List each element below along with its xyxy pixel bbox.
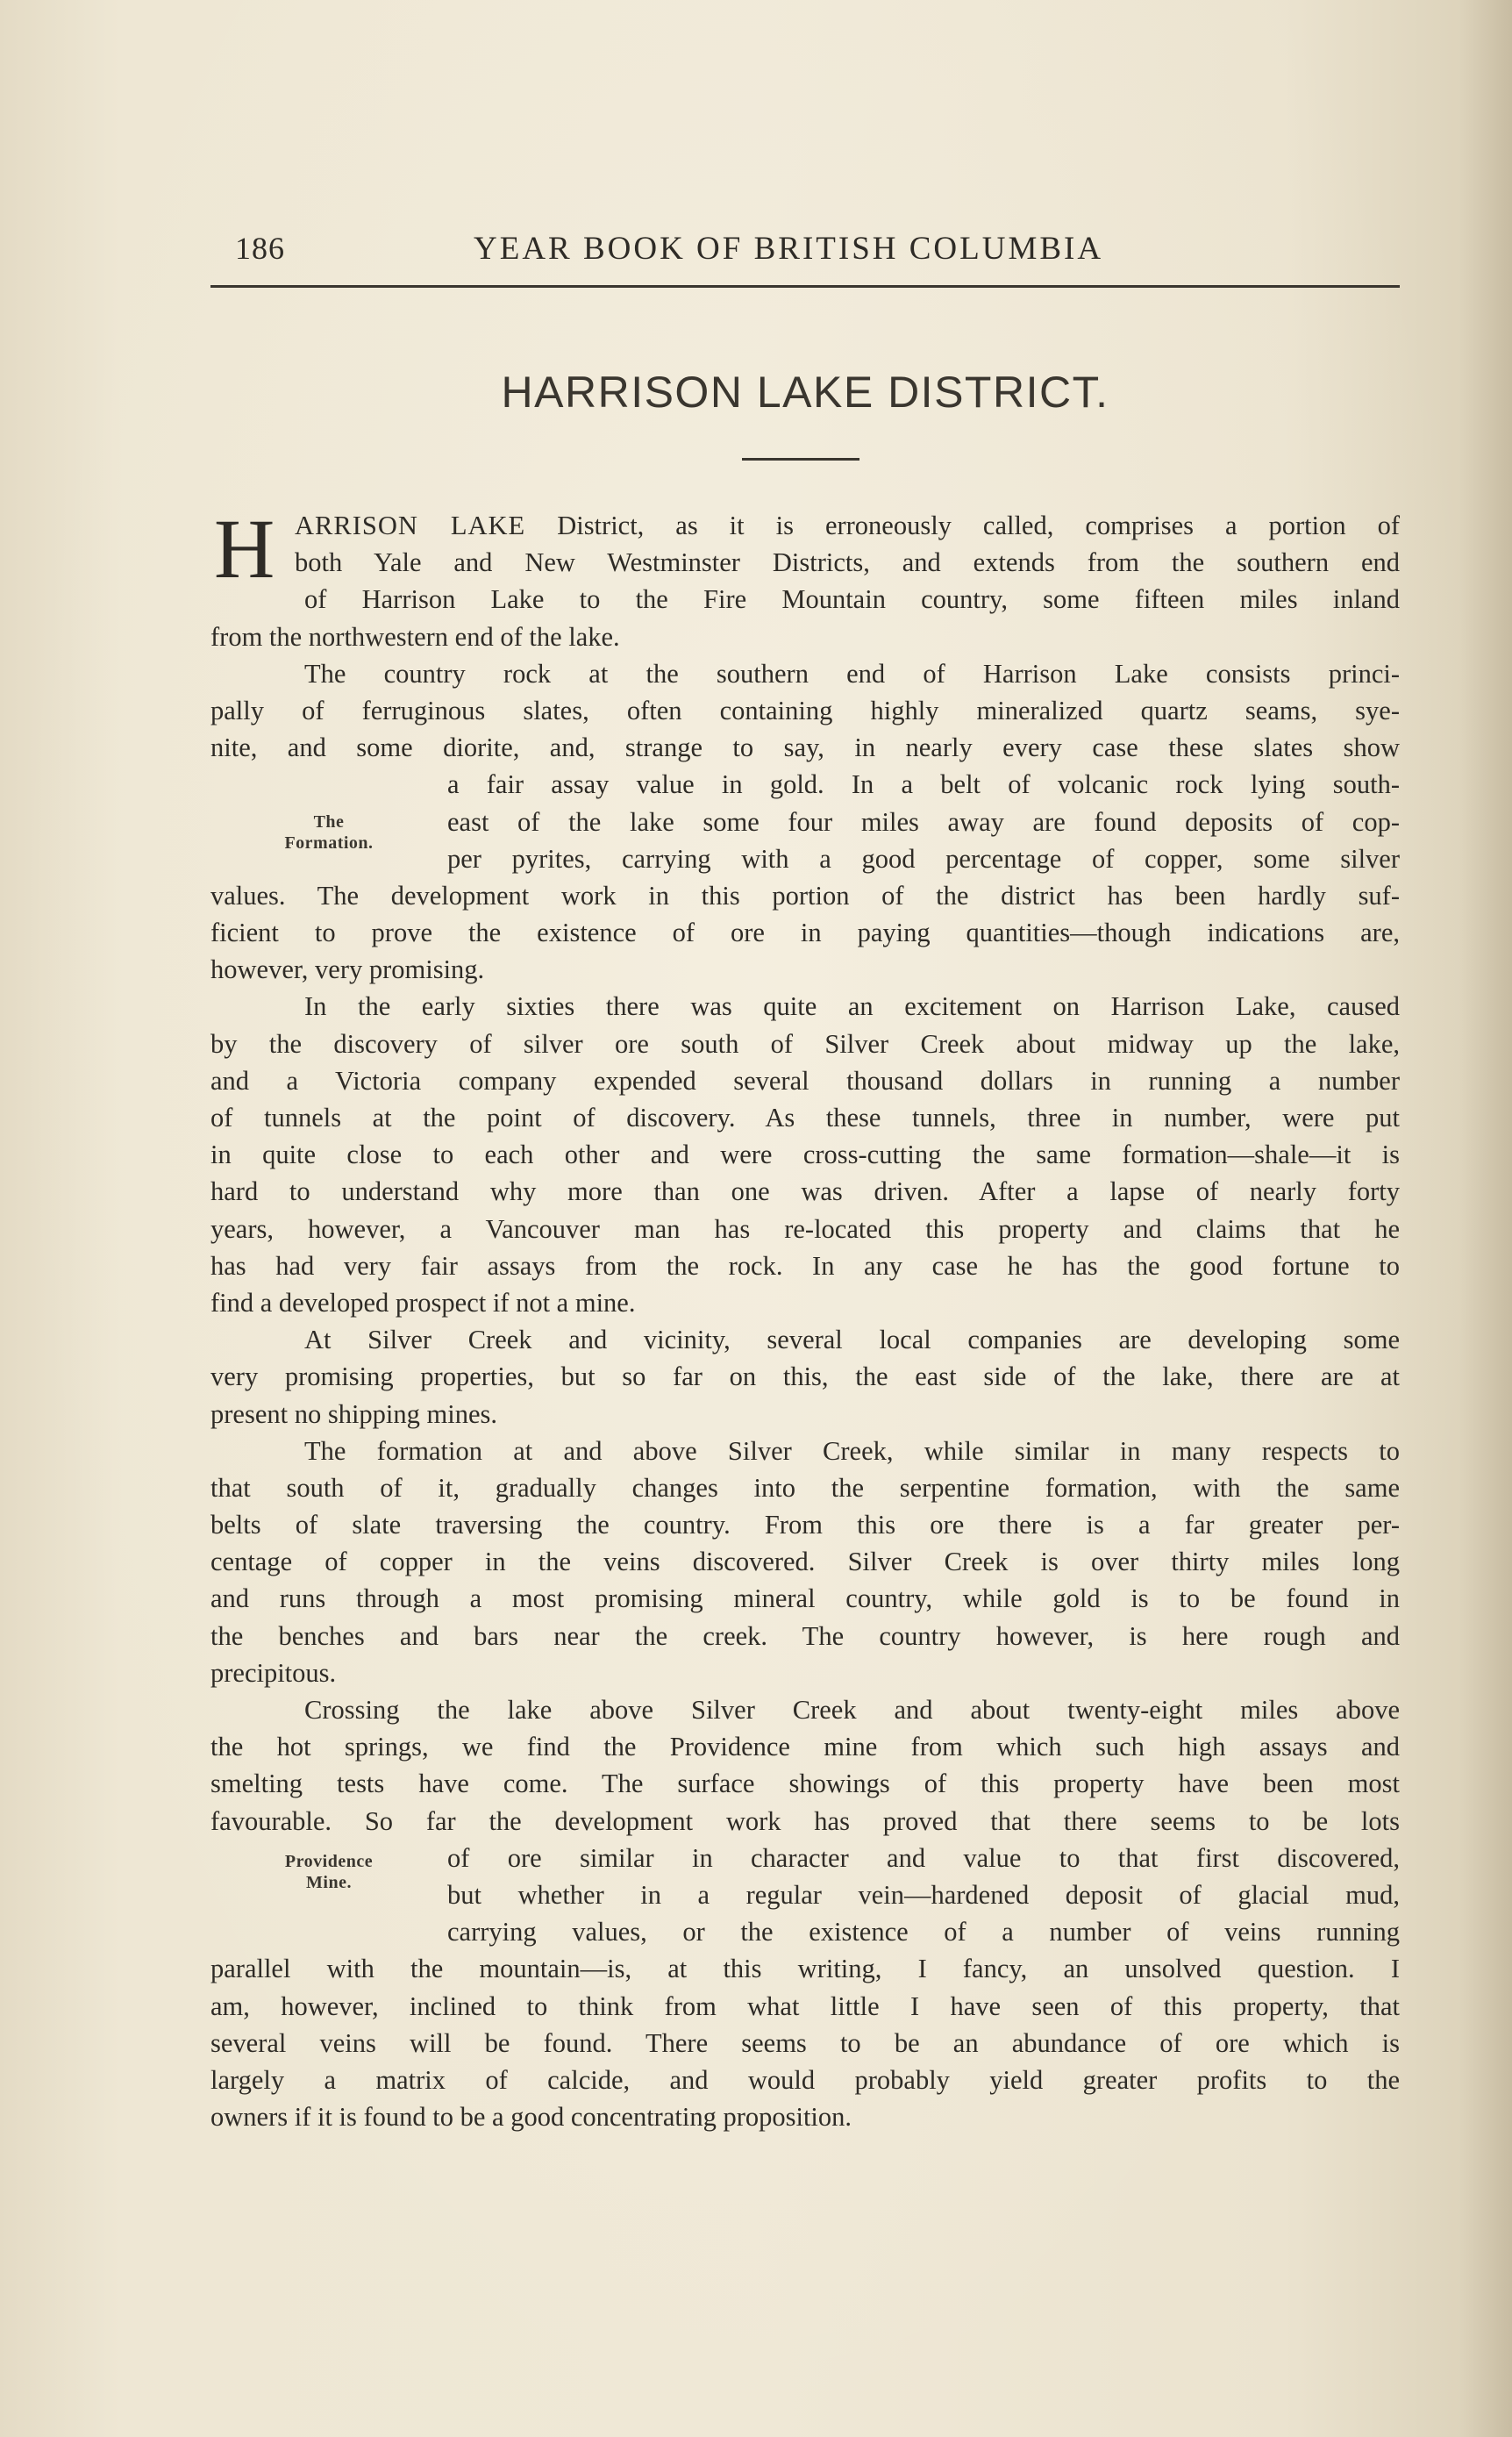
article-body bbox=[210, 502, 1401, 2135]
text-line: the hot springs, we find the Providence mine from which such high assays and bbox=[210, 1732, 1400, 1762]
sidenote-providence-mine: Providence Mine. bbox=[284, 1852, 374, 1892]
text-line: present no shipping mines. bbox=[210, 1398, 497, 1429]
text-line: of Harrison Lake to the Fire Mountain country, some fifteen miles inland bbox=[304, 584, 1400, 615]
header-rule bbox=[210, 285, 1400, 288]
text-line: nite, and some diorite, and, strange to say, in nearly every case these slates show bbox=[210, 733, 1400, 763]
text-line: both Yale and New Westminster Districts, and extends from the southern end bbox=[295, 547, 1400, 578]
text-line: of tunnels at the point of discovery. As these tunnels, three in number, were put bbox=[210, 1103, 1400, 1133]
text-line: of ore similar in character and value to that first discovered, bbox=[447, 1842, 1400, 1873]
text-line: per pyrites, carrying with a good percentage of copper, some silver bbox=[447, 843, 1400, 874]
sidenote-the-formation: The Formation. bbox=[284, 811, 374, 853]
text-line: the benches and bars near the creek. The country however, is here rough and bbox=[210, 1620, 1400, 1651]
text-line: hard to understand why more than one was driven. After a lapse of nearly forty bbox=[210, 1176, 1400, 1207]
text-line: and runs through a most promising mineral country, while gold is to be found in bbox=[210, 1583, 1400, 1614]
text-line: values. The development work in this portion of the district has been hardly suf- bbox=[210, 880, 1400, 911]
paragraph-4 bbox=[210, 1321, 1400, 1433]
running-head bbox=[210, 230, 1400, 274]
text-line: ARRISON LAKE District, as it is erroneously called, comprises a portion of bbox=[295, 511, 1401, 540]
text-line: centage of copper in the veins discovered. Silver Creek is over thirty miles long bbox=[210, 1547, 1400, 1577]
text-line: a fair assay value in gold. In a belt of volcanic rock lying south- bbox=[447, 769, 1400, 800]
text-line: In the early sixties there was quite an excitement on Harrison Lake, caused bbox=[304, 991, 1400, 1022]
text-line: years, however, a Vancouver man has re-located this property and claims that he bbox=[210, 1213, 1400, 1244]
text-line: find a developed prospect if not a mine. bbox=[210, 1287, 636, 1318]
text-line: has had very fair assays from the rock. In any case he has the good fortune to bbox=[210, 1250, 1400, 1281]
text-line: and a Victoria company expended several thousand dollars in running a number bbox=[210, 1065, 1400, 1096]
page-number: 186 bbox=[235, 231, 285, 266]
text-line: The formation at and above Silver Creek, while similar in many respects to bbox=[304, 1435, 1400, 1466]
text-line: by the discovery of silver ore south of Silver Creek about midway up the lake, bbox=[210, 1028, 1400, 1059]
text-line: however, very promising. bbox=[210, 954, 485, 985]
title-rule bbox=[742, 458, 859, 461]
text-line: precipitous. bbox=[210, 1657, 337, 1688]
text-line: belts of slate traversing the country. From this ore there is a far greater per- bbox=[210, 1510, 1400, 1540]
article-title: HARRISON LAKE DISTRICT. bbox=[501, 368, 1109, 417]
text-line: largely a matrix of calcide, and would probably yield greater profits to the bbox=[210, 2064, 1400, 2095]
text-line: Crossing the lake above Silver Creek and about twenty-eight miles above bbox=[304, 1695, 1400, 1725]
text-line: in quite close to each other and were cross-cutting the same formation—shale—it is bbox=[210, 1140, 1400, 1170]
text-line: ficient to prove the existence of ore in paying quantities—though indications are, bbox=[210, 918, 1400, 948]
text-line: pally of ferruginous slates, often containing highly mineralized quartz seams, sye- bbox=[210, 695, 1400, 725]
text-line: parallel with the mountain—is, at this writing, I fancy, an unsolved question. I bbox=[210, 1954, 1400, 1984]
text-line: east of the lake some four miles away are found deposits of cop- bbox=[447, 806, 1400, 837]
paragraph-3 bbox=[210, 988, 1400, 1321]
text-line: from the northwestern end of the lake. bbox=[210, 621, 620, 652]
text-line: am, however, inclined to think from what little I have seen of this property, that bbox=[210, 1990, 1400, 2021]
text-line: favourable. So far the development work has proved that there seems to be lots bbox=[210, 1805, 1400, 1836]
text-line: several veins will be found. There seems to be an abundance of ore which is bbox=[210, 2027, 1400, 2058]
paragraph-5 bbox=[210, 1433, 1400, 1691]
text-line: The country rock at the southern end of Harrison Lake consists princi- bbox=[304, 658, 1400, 689]
text-line: but whether in a regular vein—hardened deposit of glacial mud, bbox=[447, 1879, 1400, 1910]
running-title: YEAR BOOK OF BRITISH COLUMBIA bbox=[474, 231, 1104, 267]
drop-cap: H bbox=[214, 502, 275, 596]
page-spine-shadow bbox=[1459, 0, 1512, 2437]
text-line: At Silver Creek and vicinity, several local companies are developing some bbox=[304, 1325, 1400, 1355]
text-line: carrying values, or the existence of a number of veins running bbox=[447, 1917, 1400, 1947]
text-line: that south of it, gradually changes into the serpentine formation, with the same bbox=[210, 1472, 1400, 1503]
paragraph-1 bbox=[210, 502, 1401, 655]
paragraph-2 bbox=[210, 655, 1400, 989]
paragraph-6 bbox=[210, 1691, 1400, 2135]
text-line: smelting tests have come. The surface showings of this property have been most bbox=[210, 1769, 1400, 1799]
text-line: owners if it is found to be a good concentrating proposition. bbox=[210, 2102, 852, 2133]
text-line: very promising properties, but so far on this, the east side of the lake, there are at bbox=[210, 1361, 1400, 1392]
